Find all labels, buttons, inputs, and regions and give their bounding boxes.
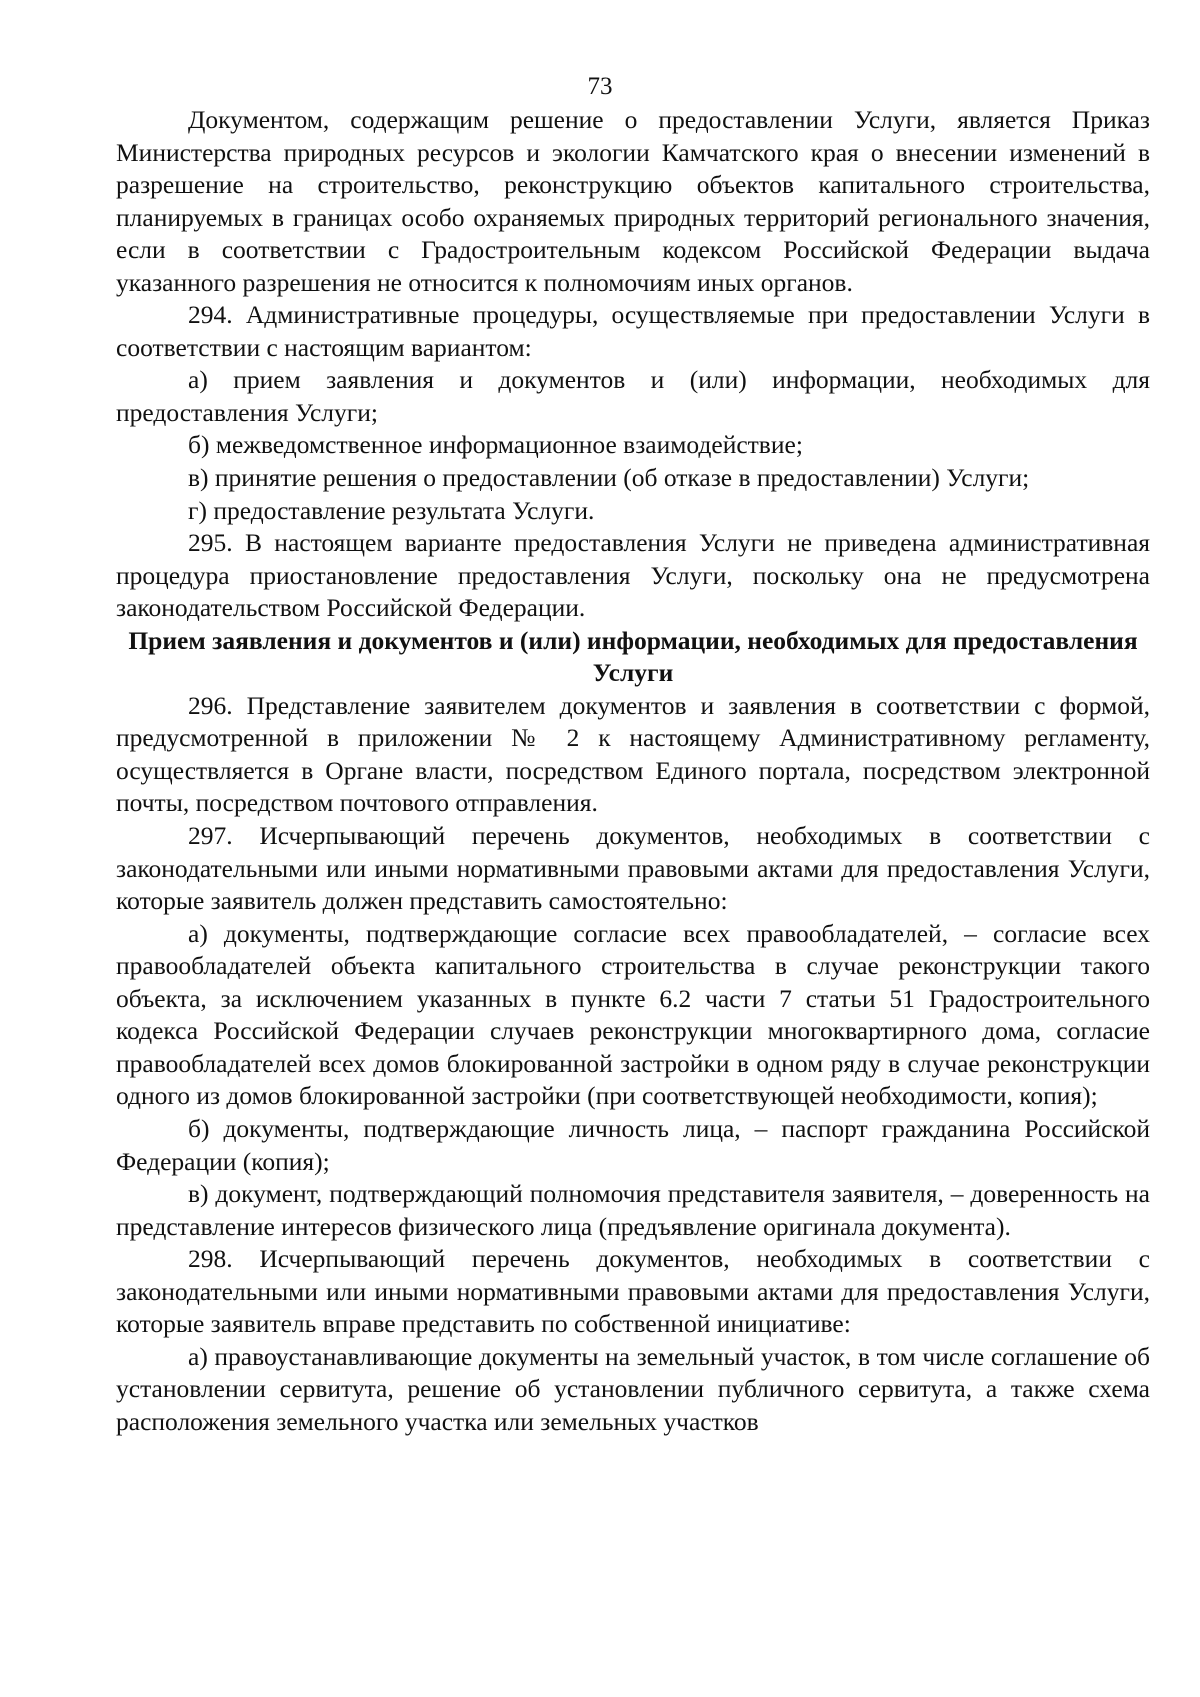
document-body [116, 104, 1150, 1438]
list-item-294-b: б) межведомственное информационное взаимодействие; [188, 430, 803, 460]
paragraph-294: 294. Административные процедуры, осуществляемые при предоставлении Услуги в соответствии с настоящим вариантом: [116, 300, 1150, 362]
list-item-294-v: в) принятие решения о предоставлении (об отказе в предоставлении) Услуги; [188, 463, 1030, 493]
list-item-294-a: а) прием заявления и документов и (или) информации, необходимых для предоставления Услуги; [116, 365, 1150, 427]
list-item-297-v: в) документ, подтверждающий полномочия представителя заявителя, – доверенность на представление интересов физического лица (предъявление оригинала документа). [116, 1179, 1150, 1241]
list-item-298-a: а) правоустанавливающие документы на земельный участок, в том числе соглашение об установлении сервитута, решение об установлении публичного сервитута, а также схема расположения земельного участка или земельных участков [116, 1341, 1150, 1436]
list-item-297-b: б) документы, подтверждающие личность лица, – паспорт гражданина Российской Федерации (копия); [116, 1113, 1150, 1176]
paragraph-decision-document: Документом, содержащим решение о предоставлении Услуги, является Приказ Министерства природных ресурсов и экологии Камчатского края о внесении изменений в разрешение на строительство, реконструкцию объектов капитального строительства, планируемых в границах особо охраняемых природных территорий регионального значения, если в соответствии с Градостроительным кодексом Российской Федерации выдача указанного разрешения не относится к полномочиям иных органов. [116, 105, 1150, 297]
paragraph-295: 295. В настоящем варианте предоставления Услуги не приведена административная процедура приостановление предоставления Услуги, поскольку она не предусмотрена законодательством Российской Федерации. [116, 528, 1150, 623]
list-item-294-g: г) предоставление результата Услуги. [188, 495, 595, 525]
paragraph-298: 298. Исчерпывающий перечень документов, необходимых в соответствии с законодательными или иными нормативными правовыми актами для предоставления Услуги, которые заявитель вправе представить по собственной инициативе: [116, 1244, 1150, 1339]
list-item-297-a: а) документы, подтверждающие согласие всех правообладателей, – согласие всех правообладателей объекта капитального строительства в случае реконструкции такого объекта, за исключением указанных в пункте 6.2 части 7 статьи 51 Градостроительного кодекса Российской Федерации случаев реконструкции многоквартирного дома, согласие правообладателей всех домов блокированной застройки в одном ряду в случае реконструкции одного из домов блокированной застройки (при соответствующей необходимости, копия); [116, 918, 1150, 1111]
page-number: 73 [587, 73, 613, 100]
paragraph-297: 297. Исчерпывающий перечень документов, необходимых в соответствии с законодательными или иными нормативными правовыми актами для предоставления Услуги, которые заявитель должен представить самостоятельно: [116, 821, 1150, 916]
paragraph-296: 296. Представление заявителем документов и заявления в соответствии с формой, предусмотренной в приложении № 2 к настоящему Административному регламенту, осуществляется в Органе власти, посредством Единого портала, посредством электронной почты, посредством почтового отправления. [116, 690, 1150, 818]
section-heading: Прием заявления и документов и (или) информации, необходимых для предоставления Услуги [128, 625, 1138, 688]
